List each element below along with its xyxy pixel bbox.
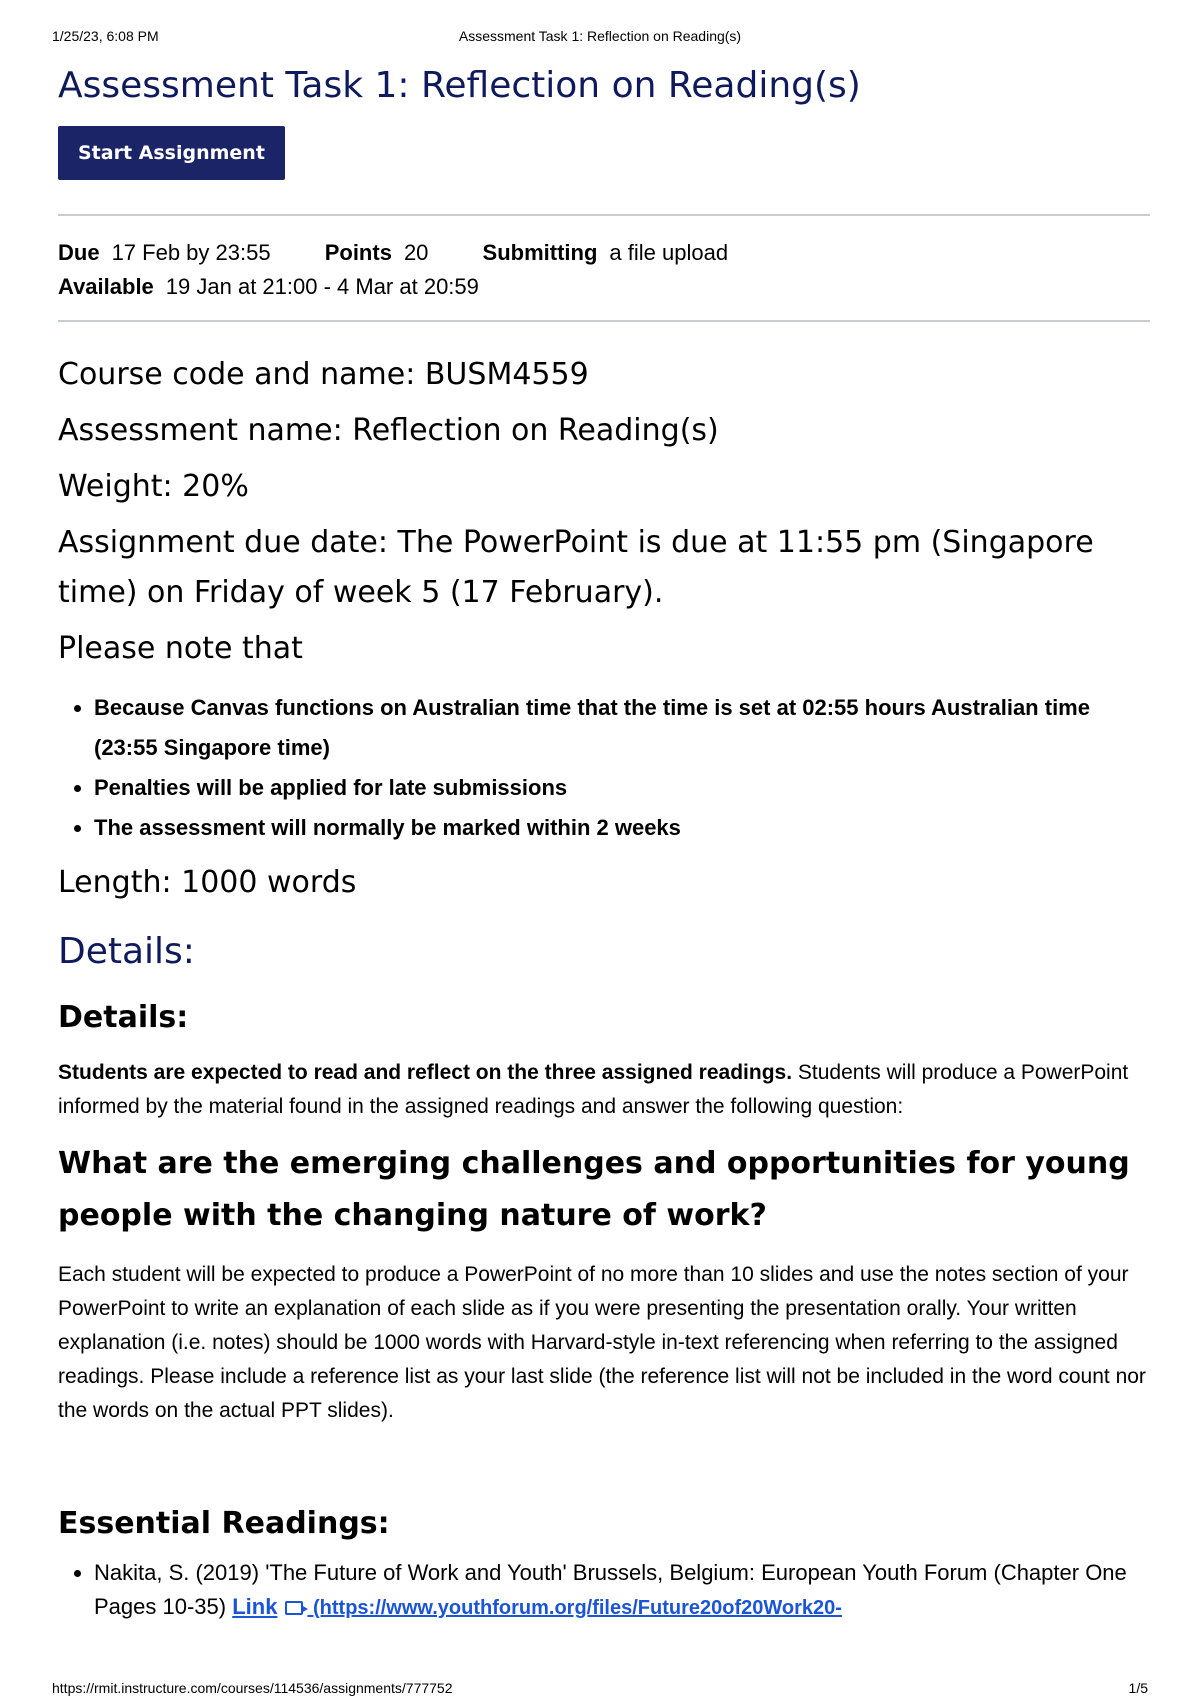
due-label: Due: [58, 240, 100, 265]
due-date-line-1: Assignment due date: The PowerPoint is due at 11:55 pm (Singapore: [58, 525, 1094, 560]
list-item: [94, 1556, 1150, 1625]
submitting-label: Submitting: [482, 240, 598, 265]
assignment-content: [58, 58, 1150, 1625]
reading-link[interactable]: Link: [232, 1594, 278, 1619]
assignment-details: [58, 216, 1150, 320]
due-date-line-2: time) on Friday of week 5 (17 February).: [58, 575, 664, 610]
reading-url[interactable]: (https://www.youthforum.org/files/Future20of20Work20-: [307, 1597, 842, 1619]
details-subheading: Details:: [58, 1000, 189, 1035]
details-intro: [58, 1056, 1150, 1124]
due-date: [58, 518, 1150, 618]
details-intro-rest: Students will produce a PowerPoint informed by the material found in the assigned readings and answer the following question:: [58, 1061, 1129, 1118]
start-assignment-button[interactable]: Start Assignment: [58, 126, 285, 180]
meta-row-2: [58, 270, 1150, 304]
list-item: • Because Canvas functions on Australian time that the time is set at 02:55 hours Australian time (23:55 Singapore time): [94, 688, 1150, 768]
points-value: 20: [403, 240, 429, 265]
list-item: • Penalties will be applied for late submissions: [94, 768, 1150, 808]
page-url: https://rmit.instructure.com/courses/114536/assignments/777752: [52, 1680, 453, 1696]
divider: [58, 320, 1150, 322]
assignment-question: What are the emerging challenges and opportunities for young people with the changing nature of work?: [58, 1146, 1130, 1233]
readings-list: [58, 1556, 1150, 1625]
course-code: Course code and name: BUSM4559: [58, 357, 589, 392]
reading-citation: Nakita, S. (2019) 'The Future of Work and Youth' Brussels, Belgium: European Youth Forum (Chapter One Pages 10-35): [94, 1560, 1127, 1619]
details-heading: Details:: [58, 931, 195, 972]
list-item: • The assessment will normally be marked within 2 weeks: [94, 808, 1150, 848]
details-intro-bold: Students are expected to read and reflect on the three assigned readings.: [58, 1061, 793, 1084]
notes-list: [58, 688, 1150, 848]
available-value: 19 Jan at 21:00 - 4 Mar at 20:59: [165, 274, 479, 299]
details-instructions: Each student will be expected to produce a PowerPoint of no more than 10 slides and use the notes section of your PowerPoint to write an explanation of each slide as if you were presenting the presentation orally. Your written explanation (i.e. notes) should be 1000 words with Harvard-style in-text referencing when referring to the assigned readings. Please include a reference list as your last slide (the reference list will not be included in the word count nor the words on the actual PPT slides).: [58, 1263, 1146, 1422]
print-title: Assessment Task 1: Reflection on Reading(s): [458, 28, 742, 44]
external-link-icon: [285, 1601, 303, 1615]
page-number: 1/5: [1128, 1680, 1148, 1696]
please-note: Please note that: [58, 631, 303, 666]
page-title: Assessment Task 1: Reflection on Reading(s): [58, 65, 861, 106]
print-header: [52, 28, 1148, 48]
print-datetime: 1/25/23, 6:08 PM: [52, 28, 159, 44]
points-label: Points: [324, 240, 392, 265]
due-value: 17 Feb by 23:55: [111, 240, 271, 265]
available-label: Available: [58, 274, 154, 299]
meta-row-1: [58, 236, 1150, 270]
essential-readings-heading: Essential Readings:: [58, 1506, 390, 1541]
length: Length: 1000 words: [58, 865, 357, 900]
weight: Weight: 20%: [58, 469, 249, 504]
assessment-name: Assessment name: Reflection on Reading(s): [58, 413, 719, 448]
submitting-value: a file upload: [609, 240, 729, 265]
